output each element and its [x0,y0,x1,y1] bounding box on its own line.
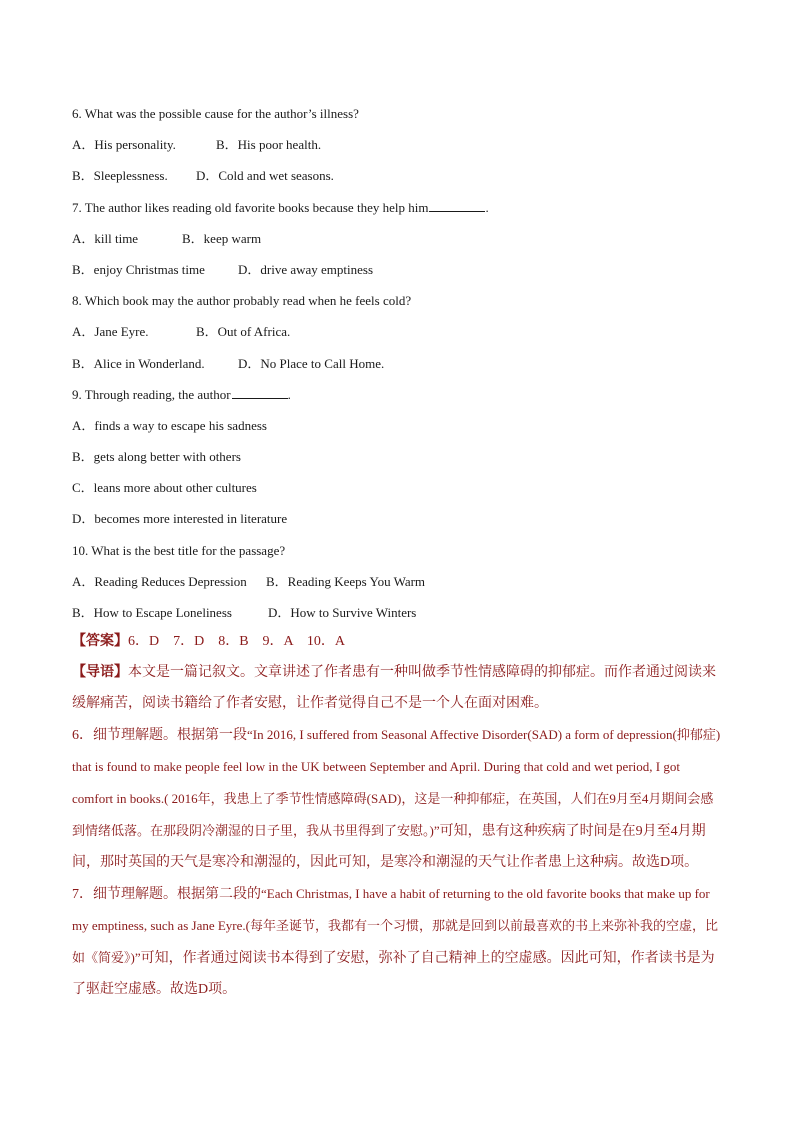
explanation-6 [72,719,724,878]
answer-blank [429,199,485,212]
answer-label: 【答案】 [72,634,128,649]
option-b: B．gets along better with others [72,449,241,465]
option-row [72,160,732,191]
option-row [72,223,732,254]
option-row [72,254,732,285]
explanation-quote: “In 2016, I suffered from Seasonal Affective Disorder(SAD) a form of depression(抑郁症) that is found to make people feel low in the UK between September and April. During that cold and wet period, I got comfort in books.( 2016年，我患上了季节性情感障碍(SAD)，这是一种抑郁症，在英国，人们在9月至4月期间会感到情绪低落。在那段阴冷潮湿的日子里，我从书里得到了安慰。)” [72,727,721,838]
question-stem: 9. Through reading, the author . [72,386,291,402]
question-stem: 10. What is the best title for the passage? [72,542,286,558]
option-row [72,566,732,597]
explanation-suffix: 可知，患有这种疾病了时间是在9月至4月期间，那时英国的天气是寒冷和潮湿的，因此可知，是寒冷和潮湿的天气让作者患上这种病。故选D项。 [72,824,706,870]
option-b: B．Reading Keeps You Warm [266,573,426,589]
option-row [72,410,732,441]
questions-section [72,98,732,628]
option-c: B．How to Escape Loneliness [72,605,232,620]
answer-line [72,626,724,657]
option-row [72,316,732,347]
option-b: B．His poor health. [216,137,322,153]
option-b: B．Out of Africa. [196,324,291,340]
explanation-suffix: 可知，作者通过阅读书本得到了安慰，弥补了自己精神上的空虚感。因此可知，作者读书是为了驱赶空虚感。故选D项。 [72,951,715,997]
option-c: B．enjoy Christmas time [72,261,205,277]
guide-text: 本文是一篇记叙文。文章讲述了作者患有一种叫做季节性情感障碍的抑郁症。而作者通过阅读来缓解痛苦，阅读书籍给了作者安慰，让作者觉得自己不是一个人在面对困难。 [72,665,716,711]
option-c: B．Alice in Wonderland. [72,355,205,371]
answer-blank [232,386,288,399]
guide-label: 【导语】 [72,665,128,680]
option-d: D．drive away emptiness [238,261,374,277]
explanation-7 [72,878,724,1005]
answer-text: 6．D 7．D 8．B 9．A 10．A [128,634,346,649]
option-a: A．finds a way to escape his sadness [72,417,267,433]
option-row [72,503,732,534]
option-d: D．No Place to Call Home. [238,355,385,371]
answer-section [72,626,724,1005]
option-d: D．How to Survive Winters [268,605,417,620]
option-b: B．keep warm [182,230,262,246]
option-d: D．Cold and wet seasons. [196,168,334,184]
option-a: A．kill time [72,230,139,246]
explanation-prefix: 7．细节理解题。根据第二段的 [72,887,261,902]
option-row [72,348,732,379]
option-d: D．becomes more interested in literature [72,511,288,527]
option-c: C．leans more about other cultures [72,480,257,496]
question-stem: 6. What was the possible cause for the author’s illness? [72,106,359,121]
option-row [72,129,732,160]
option-row [72,472,732,503]
option-a: A．His personality. [72,137,176,153]
option-c: B．Sleeplessness. [72,168,168,184]
option-row [72,597,732,628]
explanation-prefix: 6．细节理解题。根据第一段 [72,728,247,743]
question-stem: 8. Which book may the author probably read when he feels cold? [72,293,412,309]
explanation-quote: “Each Christmas, I have a habit of returning to the old favorite books that make up for my emptiness, such as Jane Eyre.(每年圣诞节，我都有一个习惯，那就是回到以前最喜欢的书上来弥补我的空虚，比如《简爱》)” [72,886,718,965]
option-row [72,441,732,472]
option-a: A．Jane Eyre. [72,324,149,340]
option-a: A．Reading Reduces Depression [72,573,247,589]
guide-paragraph [72,657,724,719]
question-stem: 7. The author likes reading old favorite books because they help him . [72,199,489,215]
